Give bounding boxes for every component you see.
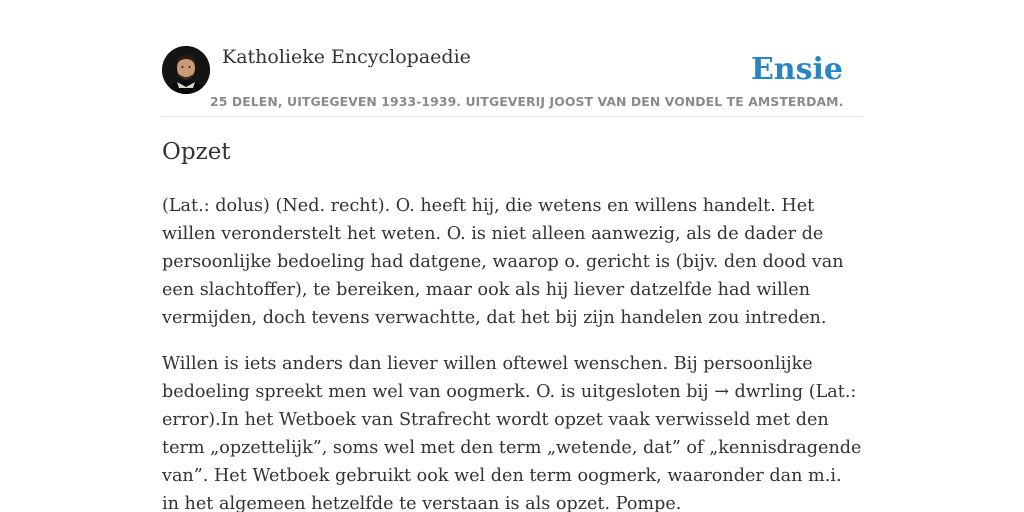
- article-paragraph: (Lat.: dolus) (Ned. recht). O. heeft hij, die wetens en willens handelt. Het willen veronderstelt het weten. O. is niet alleen aanwezig, als de dader de persoonlijke bedoeling had datgene, waarop o. gericht is (bijv. den dood van een slachtoffer), te bereiken, maar ook als hij liever datzelfde had willen vermijden, doch tevens verwachtte, dat het bij zijn handelen zou intreden.: [162, 196, 844, 328]
- site-header: [162, 46, 862, 117]
- portrait-icon[interactable]: [162, 46, 210, 94]
- site-title[interactable]: Katholieke Encyclopaedie: [222, 46, 471, 68]
- site-subtitle: 25 DELEN, UITGEGEVEN 1933-1939. UITGEVERIJ JOOST VAN DEN VONDEL TE AMSTERDAM.: [210, 94, 844, 109]
- article-title: Opzet: [162, 139, 231, 165]
- ensie-logo-link[interactable]: Ensie: [750, 52, 843, 87]
- article-paragraph: Willen is iets anders dan liever willen oftewel wenschen. Bij persoonlijke bedoeling spreekt men wel van oogmerk. O. is uitgesloten bij → dwrling (Lat.: error).In het Wetboek van Strafrecht wordt opzet vaak verwisseld met den term „opzettelijk”, soms wel met den term „wetende, dat” of „kennisdragende van”. Het Wetboek gebruikt ook wel den term oogmerk, waaronder dan m.i. in het algemeen hetzelfde te verstaan is als opzet. Pompe.: [162, 354, 862, 512]
- article-body: [162, 192, 862, 512]
- portrait-icon-graphic: [162, 46, 210, 94]
